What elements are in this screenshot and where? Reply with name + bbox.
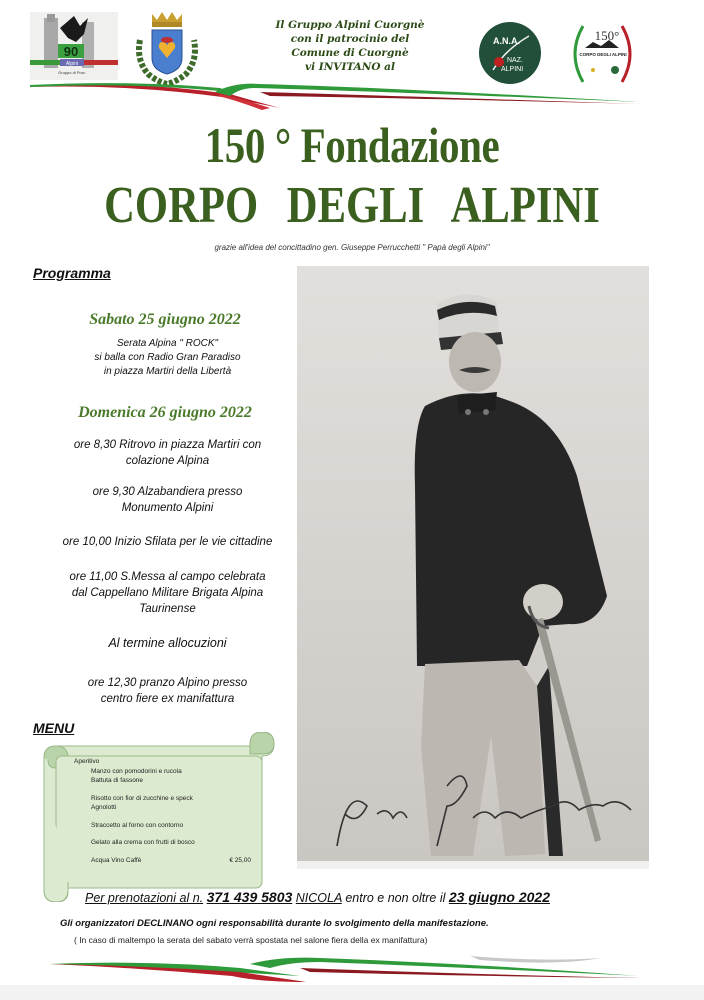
event-line: Taurinense bbox=[139, 603, 196, 615]
menu-item: Manzo con pomodorini e rucola bbox=[91, 767, 182, 775]
event-line: Al termine allocuzioni bbox=[108, 636, 227, 650]
event-line: ore 9,30 Alzabandiera presso bbox=[92, 486, 243, 498]
saturday-event bbox=[35, 337, 300, 379]
saturday-heading: Sabato 25 giugno 2022 bbox=[89, 311, 241, 328]
main-subtitle-corpo: CORPO DEGLI ALPINI bbox=[104, 177, 600, 234]
menu-item: Risotto con fior di zucchine e speck bbox=[91, 794, 193, 802]
event-line: Serata Alpina " ROCK" bbox=[116, 338, 219, 349]
event-line: si balla con Radio Gran Paradiso bbox=[94, 352, 241, 363]
perrucchetti-portrait-photo bbox=[297, 266, 649, 869]
event-line: Monumento Alpini bbox=[121, 502, 214, 514]
menu-drinks: Acqua Vino Caffè bbox=[91, 856, 142, 864]
svg-text:Gruppo di Prov.: Gruppo di Prov. bbox=[58, 70, 86, 75]
booking-prefix: Per prenotazioni al n. bbox=[85, 891, 204, 905]
booking-line bbox=[85, 889, 645, 905]
invite-line: Il Gruppo Alpini Cuorgnè bbox=[275, 19, 425, 31]
sunday-event-mass bbox=[35, 569, 300, 617]
event-line: ore 12,30 pranzo Alpino presso bbox=[87, 677, 248, 689]
sunday-event-parade bbox=[35, 534, 300, 550]
disclaimer: Gli organizzatori DECLINANO ogni responsabilità durante lo svolgimento della manifestazione. bbox=[60, 918, 489, 929]
event-line: dal Cappellano Militare Brigata Alpina bbox=[71, 587, 264, 599]
svg-text:ALPINI: ALPINI bbox=[501, 66, 524, 73]
event-line: centro fiere ex manifattura bbox=[100, 693, 235, 705]
sunday-event-lunch bbox=[35, 675, 300, 707]
main-title: 150 ° Fondazione bbox=[204, 117, 500, 173]
booking-deadline: 23 giugno 2022 bbox=[448, 889, 551, 905]
menu-item: Aperitivo bbox=[74, 758, 100, 765]
booking-phone: 371 439 5803 bbox=[206, 889, 293, 905]
svg-text:CORPO DEGLI ALPINI: CORPO DEGLI ALPINI bbox=[579, 52, 627, 57]
svg-text:90: 90 bbox=[63, 44, 79, 59]
svg-text:Alpini: Alpini bbox=[65, 61, 79, 67]
event-line: ore 10,00 Inizio Sfilata per le vie cittadine bbox=[62, 536, 273, 548]
booking-mid: entro e non oltre il bbox=[345, 891, 446, 905]
event-line: ore 11,00 S.Messa al campo celebrata bbox=[69, 571, 266, 583]
booking-contact: NICOLA bbox=[295, 891, 342, 905]
sunday-heading: Domenica 26 giugno 2022 bbox=[78, 404, 252, 421]
menu-item: Battuta di fassone bbox=[91, 777, 144, 784]
weather-note: ( In caso di maltempo la serata del sabato verrà spostata nel salone fiera della ex manifattura) bbox=[74, 935, 428, 945]
menu-item: Straccetto al forno con contorno bbox=[91, 821, 184, 829]
sunday-event-breakfast bbox=[35, 437, 300, 469]
invite-line: vi INVITANO al bbox=[305, 61, 395, 73]
tricolor-ribbon-top bbox=[0, 78, 704, 118]
bottom-bar bbox=[0, 985, 704, 1000]
ana-logo bbox=[475, 20, 545, 86]
svg-text:NAZ.: NAZ. bbox=[507, 57, 523, 64]
menu-item: Agnolotti bbox=[91, 804, 117, 811]
invite-line: con il patrocinio del bbox=[290, 33, 410, 45]
dedication-line: grazie all'idea del concittadino gen. Giuseppe Perrucchetti " Papà degli Alpini" bbox=[214, 243, 490, 252]
invitation-text bbox=[240, 18, 460, 74]
svg-text:A.N.A.: A.N.A. bbox=[493, 36, 520, 46]
menu-drinks-price-row bbox=[74, 856, 259, 866]
program-label: Programma bbox=[33, 265, 111, 281]
alpini-90-logo bbox=[30, 12, 118, 80]
menu-list bbox=[74, 757, 259, 865]
sunday-event-flag bbox=[35, 484, 300, 516]
sunday-event-speeches bbox=[35, 635, 300, 651]
menu-item: Gelato alla crema con frutti di bosco bbox=[91, 839, 195, 846]
event-line: in piazza Martiri della Libertà bbox=[103, 366, 232, 377]
invite-line: Comune di Cuorgnè bbox=[291, 47, 409, 59]
menu-price: € 25,00 bbox=[229, 856, 251, 864]
event-line: ore 8,30 Ritrovo in piazza Martiri con bbox=[73, 439, 262, 451]
event-line: colazione Alpina bbox=[125, 455, 210, 467]
svg-text:150°: 150° bbox=[594, 28, 620, 43]
menu-label: MENU bbox=[33, 720, 75, 736]
